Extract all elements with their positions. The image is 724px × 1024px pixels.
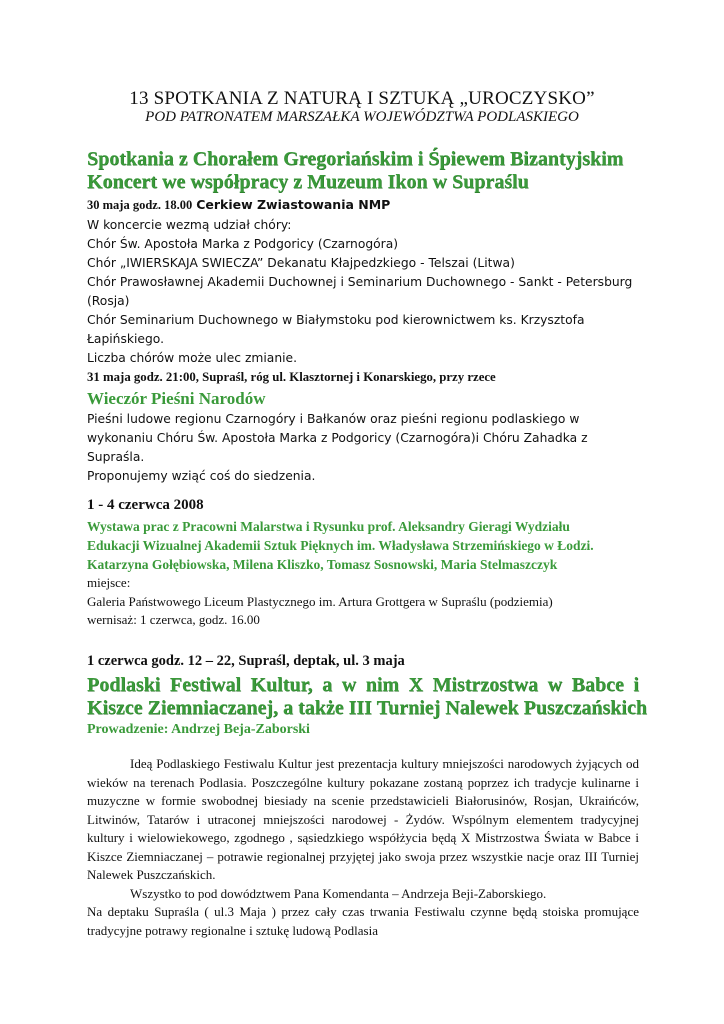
section2-line: Supraśla. [87,450,145,464]
section4-dateline: 1 czerwca godz. 12 – 22, Supraśl, deptak, ul. 3 maja [87,653,405,669]
section1-title-line2: Koncert we współpracy z Muzeum Ikon w Supraślu [87,171,529,193]
section1-line: Chór Prawosławnej Akademii Duchownej i Seminarium Duchownego - Sankt - Petersburg [87,275,633,289]
section4-host: Prowadzenie: Andrzej Beja-Zaborski [87,722,310,737]
section-evening-songs [87,370,639,486]
section3-green-line: Edukacji Wizualnej Akademii Sztuk Pięknych im. Władysława Strzemińskiego w Łodzi. [87,538,594,553]
section-exhibition [87,497,639,630]
section1-line: Łapińskiego. [87,332,164,346]
section1-body [87,216,639,368]
section4-title-line1: Podlaski Festiwal Kultur, a w nim X Mistrzostwa w Babce i [87,674,639,696]
section4-paragraph3: Na deptaku Supraśla ( ul.3 Maja ) przez cały czas trwania Festiwalu czynne będą stoiska promujące tradycyjne potrawy regionalne i sztukę ludową Podlasia [87,904,639,938]
section2-dateline: 31 maja godz. 21:00, Supraśl, róg ul. Klasztornej i Konarskiego, przy rzece [87,370,496,384]
section3-line: miejsce: [87,575,131,590]
section4-paragraph2: Wszystko to pod dowództwem Pana Komendanta – Andrzeja Beji-Zaborskiego. [130,885,547,901]
section4-paragraph1 [87,755,639,885]
section2-title: Wieczór Pieśni Narodów [87,389,266,408]
section4-title [87,674,647,720]
section1-line: W koncercie wezmą udział chóry: [87,218,292,232]
section2-line: Proponujemy wziąć coś do siedzenia. [87,469,316,483]
section4-paragraph1-text: Ideą Podlaskiego Festiwalu Kultur jest prezentacja kultury mniejszości narodowych żyjących od wieków na terenach Podlasia. Poszczególne kultury pokazane zostaną poprzez ich tradycje kulinarne i muzyczne w formie swobodnej biesiady na scenie przedstawicieli Białorusinów, Rosjan, Ukraińców, Litwinów, Tatarów i utraconej mniejszości narodowej - Żydów. Wspólnym elementem tradycyjnej kultury i wielowiekowego, zgodnego , sąsiedzkiego współżycia będą X Mistrzostwa Świata w Babce i Kiszce Ziemniaczanej – potrawie regionalnej przyjętej jako swoja przez wszystkie nacje oraz III Turniej Nalewek Puszczańskich. [87,756,639,882]
section1-dateline [87,196,639,216]
section1-line: Chór „IWIERSKAJA SWIECZA” Dekanatu Kłajpedzkiego - Telszai (Litwa) [87,256,515,270]
section1-line: (Rosja) [87,294,130,308]
section3-green-line: Katarzyna Gołębiowska, Milena Kliszko, Tomasz Sosnowski, Maria Stelmaszczyk [87,557,558,572]
section3-line: Galeria Państwowego Liceum Plastycznego im. Artura Grottgera w Supraślu (podziemia) [87,593,553,609]
section3-date: 1 - 4 czerwca 2008 [87,497,204,513]
section1-date: 30 maja godz. 18.00 [87,198,193,212]
section1-place: Cerkiew Zwiastowania NMP [196,197,391,212]
section1-line: Chór Św. Apostoła Marka z Podgoricy (Czarnogóra) [87,237,399,251]
section3-body [87,574,639,630]
section2-line: wykonaniu Chóru Św. Apostoła Marka z Podgoricy (Czarnogóra)i Chóru Zahadka z [87,431,588,445]
section3-green-block [87,517,639,574]
section1-line: Liczba chórów może ulec zmianie. [87,351,298,365]
section1-title-line1: Spotkania z Chorałem Gregoriańskim i Śpiewem Bizantyjskim [87,148,624,170]
section-podlaski-festival [87,653,647,940]
section2-line: Pieśni ludowe regionu Czarnogóry i Bałkanów oraz pieśni regionu podlaskiego w [87,412,580,426]
event-series-title: 13 SPOTKANIA Z NATURĄ I SZTUKĄ „UROCZYSKO” [129,88,595,109]
section1-line: Chór Seminarium Duchownego w Białymstoku pod kierownictwem ks. Krzysztofa [87,313,585,327]
section3-line: wernisaż: 1 czerwca, godz. 16.00 [87,612,260,627]
section3-green-line: Wystawa prac z Pracowni Malarstwa i Rysunku prof. Aleksandry Gieragi Wydziału [87,519,570,534]
section2-body [87,410,639,486]
section4-title-line2: Kiszce Ziemniaczanej, a także III Turniej Nalewek Puszczańskich [87,697,647,719]
section-gregorian-concert [87,148,639,368]
patronage-subtitle: POD PATRONATEM MARSZAŁKA WOJEWÓDZTWA PODLASKIEGO [145,109,579,125]
